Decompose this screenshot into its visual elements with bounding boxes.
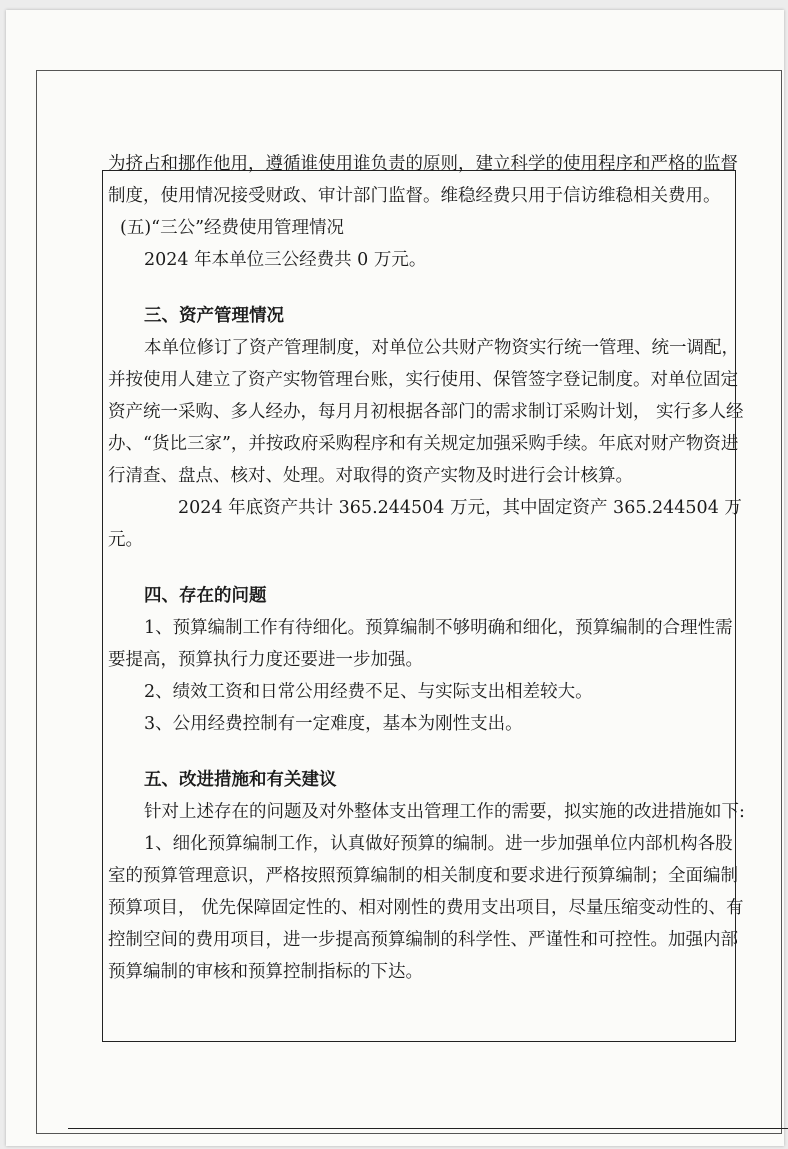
paragraph-problem-2: 2、绩效工资和日常公用经费不足、与实际支出相差较大。 — [144, 682, 593, 702]
bottom-rule — [68, 1128, 788, 1129]
document-body — [108, 148, 748, 988]
paragraph-problem-1: 1、预算编制工作有待细化。预算编制不够明确和细化，预算编制的合理性需要提高，预算执行力度还要进一步加强。 — [108, 618, 733, 670]
paragraph-improvement-1: 1、细化预算编制工作，认真做好预算的编制。进一步加强单位内部机构各股室的预算管理意识，严格按照预算编制的相关制度和要求进行预算编制；全面编制预算项目， 优先保障固定性的、相对刚性的费用支出项目，尽量压缩变动性的、有控制空间的费用项目，进一步提高预算编制的科学性、严谨性和可控性。加强内部预算编制的审核和预算控制指标的下达。 — [108, 834, 744, 982]
paragraph-problem-3: 3、公用经费控制有一定难度，基本为刚性支出。 — [144, 714, 523, 734]
heading-existing-problems: 四、存在的问题 — [144, 586, 267, 606]
paragraph-asset-total: 2024 年底资产共计 365.244504 万元，其中固定资产 365.244504 万元。 — [108, 498, 742, 550]
paragraph-usage-rules: 为挤占和挪作他用，遵循谁使用谁负责的原则，建立科学的使用程序和严格的监督制度，使用情况接受财政、审计部门监督。维稳经费只用于信访维稳相关费用。 — [108, 154, 738, 206]
heading-asset-management: 三、资产管理情况 — [144, 306, 284, 326]
paragraph-asset-management: 本单位修订了资产管理制度，对单位公共财产物资实行统一管理、统一调配，并按使用人建立了资产实物管理台账，实行使用、保管签字登记制度。对单位固定资产统一采购、多人经办，每月月初根据各部门的需求制订采购计划， 实行多人经办、“货比三家”，并按政府采购程序和有关规定加强采购手续。年底对财产物资进行清查、盘点、核对、处理。对取得的资产实物及时进行会计核算。 — [108, 338, 744, 486]
paragraph-three-public-amount: 2024 年本单位三公经费共 0 万元。 — [144, 250, 427, 270]
paragraph-improvement-intro: 针对上述存在的问题及对外整体支出管理工作的需要，拟实施的改进措施如下: — [144, 802, 745, 822]
subheading-three-public-expenses: (五)“三公”经费使用管理情况 — [120, 218, 345, 238]
heading-improvement-measures: 五、改进措施和有关建议 — [144, 770, 337, 790]
